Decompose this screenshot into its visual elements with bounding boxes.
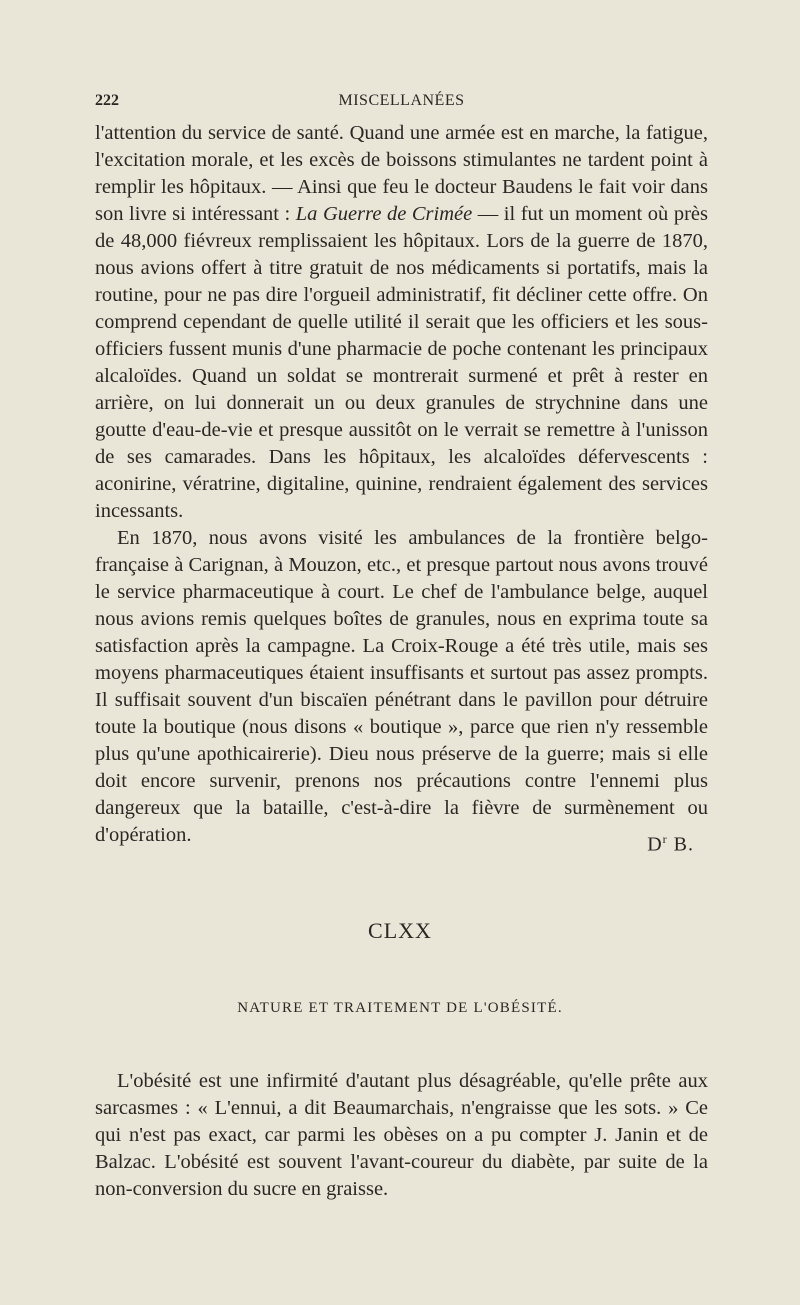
section-paragraph-1: L'obésité est une infirmité d'autant plus désagréable, qu'elle prête aux sarcasmes : « L'ennui, a dit Beaumarchais, n'engraisse que les sots. » Ce qui n'est pas exact, car parmi les obèses on a pu compter J. Janin et de Balzac. L'obésité est souvent l'avant-coureur du diabète, par suite de la non-conversion du sucre en graisse.	[95, 1070, 708, 1200]
signature-prefix: D	[647, 833, 663, 856]
body-text	[95, 120, 708, 849]
paragraph-1-end: — il fut un moment où près de 48,000 fiévreux remplissaient les hôpitaux. Lors de la guerre de 1870, nous avions offert à titre gratuit de nos médicaments si portatifs, mais la routine, pour ne pas dire l'orgueil administratif, fit décliner cette offre. On comprend cependant de quelle utilité il serait que les officiers et les sous-officiers fussent munis d'une pharmacie de poche contenant les principaux alcaloïdes. Quand un soldat se montrerait surmené et prêt à rester en arrière, on lui donnerait un ou deux granules de strychnine dans une goutte d'eau-de-vie et presque aussitôt on le verrait se remettre à l'unisson de ses camarades. Dans les hôpitaux, les alcaloïdes défervescents : aconirine, vératrine, digitaline, quinine, rendraient également des services incessants.	[95, 203, 708, 522]
signature-name: B.	[667, 833, 694, 856]
signature	[647, 832, 694, 857]
running-head: MISCELLANÉES	[338, 92, 465, 109]
page-number: 222	[95, 92, 119, 109]
signature-superscript: r	[662, 832, 668, 846]
paragraph-2: En 1870, nous avons visité les ambulances de la frontière belgo-française à Carignan, à Mouzon, etc., et presque partout nous avons trouvé le service pharmaceutique à court. Le chef de l'ambulance belge, auquel nous avions remis quelques boîtes de granules, nous en exprima toute sa satisfaction après la campagne. La Croix-Rouge a été très utile, mais ses moyens pharmaceutiques étaient insuffisants et surtout pas assez prompts. Il suffisait souvent d'un biscaïen pénétrant dans le pavillon pour détruire toute la boutique (nous disons « boutique », parce que rien n'y ressemble plus qu'une apothicairerie). Dieu nous préserve de la guerre; mais si elle doit encore survenir, prenons nos précautions contre l'ennemi plus dangereux que la bataille, c'est-à-dire la fièvre de surmènement ou d'opération.	[95, 527, 708, 846]
section-text	[95, 1068, 708, 1203]
page-header	[95, 92, 708, 114]
chapter-title: NATURE ET TRAITEMENT DE L'OBÉSITÉ.	[237, 1000, 563, 1016]
paragraph-1	[95, 120, 708, 525]
chapter-number: CLXX	[368, 918, 432, 943]
paragraph-1-start: l'attention du service de santé. Quand une armée est en marche, la fatigue, l'excitation morale, et les excès de boissons stimulantes ne tardent point à remplir les hôpitaux. — Ainsi que feu le docteur Baudens le fait voir dans son livre si intéressant :	[95, 122, 708, 225]
book-title: La Guerre de Crimée	[295, 203, 473, 225]
